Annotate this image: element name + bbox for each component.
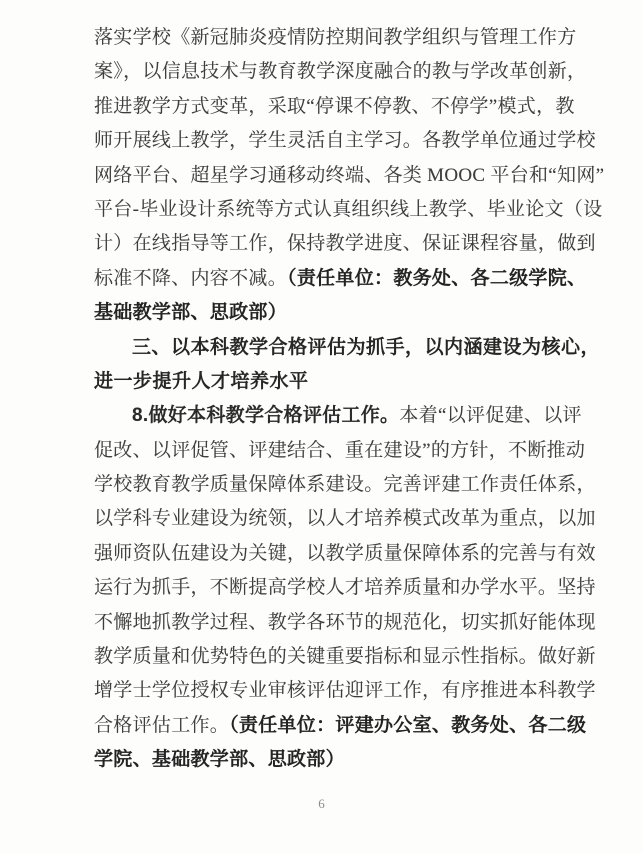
text-line — [94, 399, 582, 433]
text-segment-unit: 学院、基础教学部、思政部） — [94, 749, 345, 771]
text-segment-body: 网络平台、超星学习通移动终端、各类 MOOC 平台和“知网” — [94, 164, 605, 186]
text-line — [94, 21, 577, 55]
text-segment-body: 不懈地抓教学过程、教学各环节的规范化，切实抓好能体现 — [94, 611, 596, 633]
text-segment-body: 标准不降、内容不减。 — [94, 267, 288, 289]
text-segment-heading: 进一步提升人才培养水平 — [94, 370, 309, 392]
text-line — [94, 365, 560, 399]
text-segment-body: 合格评估工作。 — [94, 714, 230, 736]
text-line — [94, 709, 587, 743]
text-line — [94, 640, 596, 674]
page-number: 6 — [318, 796, 325, 811]
text-line — [94, 331, 601, 365]
text-segment-body: 运行为抓手，不断提高学校人才培养质量和办学水平。坚持 — [94, 577, 596, 599]
text-line — [94, 434, 586, 468]
text-line — [94, 227, 596, 261]
text-segment-body: 案》，以信息技术与教育教学深度融合的教与学改革创新， — [94, 61, 587, 83]
text-segment-body: 促改、以评促管、评建结合、重在建设”的方针，不断推动 — [94, 439, 586, 461]
text-segment-body: 本着“以评促建、以评 — [399, 405, 582, 427]
text-line — [94, 159, 605, 193]
text-line — [94, 124, 596, 158]
text-segment-unit: 基础教学部、思政部） — [94, 302, 288, 324]
text-segment-body: 平台-毕业设计系统等方式认真组织线上教学、毕业论文（设 — [94, 198, 603, 220]
text-segment-unit: （责任单位：评建办公室、教务处、各二级 — [229, 714, 587, 736]
text-segment-body: 教学质量和优势特色的关键重要指标和显示性指标。做好新 — [94, 646, 596, 668]
text-line — [94, 55, 587, 89]
text-segment-body: 增学士学位授权专业审核评估迎评工作，有序推进本科教学 — [94, 680, 596, 702]
text-line — [94, 262, 587, 296]
text-segment-body: 强师资队伍建设为关键，以教学质量保障体系的完善与有效 — [94, 542, 596, 564]
text-line — [94, 606, 596, 640]
text-line — [94, 674, 596, 708]
text-line — [94, 502, 596, 536]
text-line — [94, 296, 560, 330]
text-segment-body: 以学科专业建设为统领，以人才培养模式改革为重点，以加 — [94, 508, 596, 530]
text-line — [94, 468, 596, 502]
text-block — [94, 21, 605, 778]
text-segment-body: 学校教育教学质量保障体系建设。完善评建工作责任体系， — [94, 474, 596, 496]
text-line — [94, 537, 596, 571]
text-line — [94, 90, 575, 124]
text-segment-unit: （责任单位：教务处、各二级学院、 — [287, 267, 587, 289]
text-segment-body: 推进教学方式变革，采取“停课不停教、不停学”模式，教 — [94, 95, 575, 117]
text-segment-heading: 三、以本科教学合格评估为抓手，以内涵建设为核心， — [132, 336, 601, 358]
text-segment-body: 师开展线上教学，学生灵活自主学习。各教学单位通过学校 — [94, 130, 596, 152]
text-line — [94, 571, 596, 605]
text-line — [94, 193, 603, 227]
text-segment-body: 落实学校《新冠肺炎疫情防控期间教学组织与管理工作方 — [94, 27, 577, 48]
text-line — [94, 743, 560, 777]
text-segment-body: 计）在线指导等工作，保持教学进度、保证课程容量，做到 — [94, 233, 596, 255]
text-segment-boldnum: 8.做好本科教学合格评估工作。 — [132, 405, 400, 427]
